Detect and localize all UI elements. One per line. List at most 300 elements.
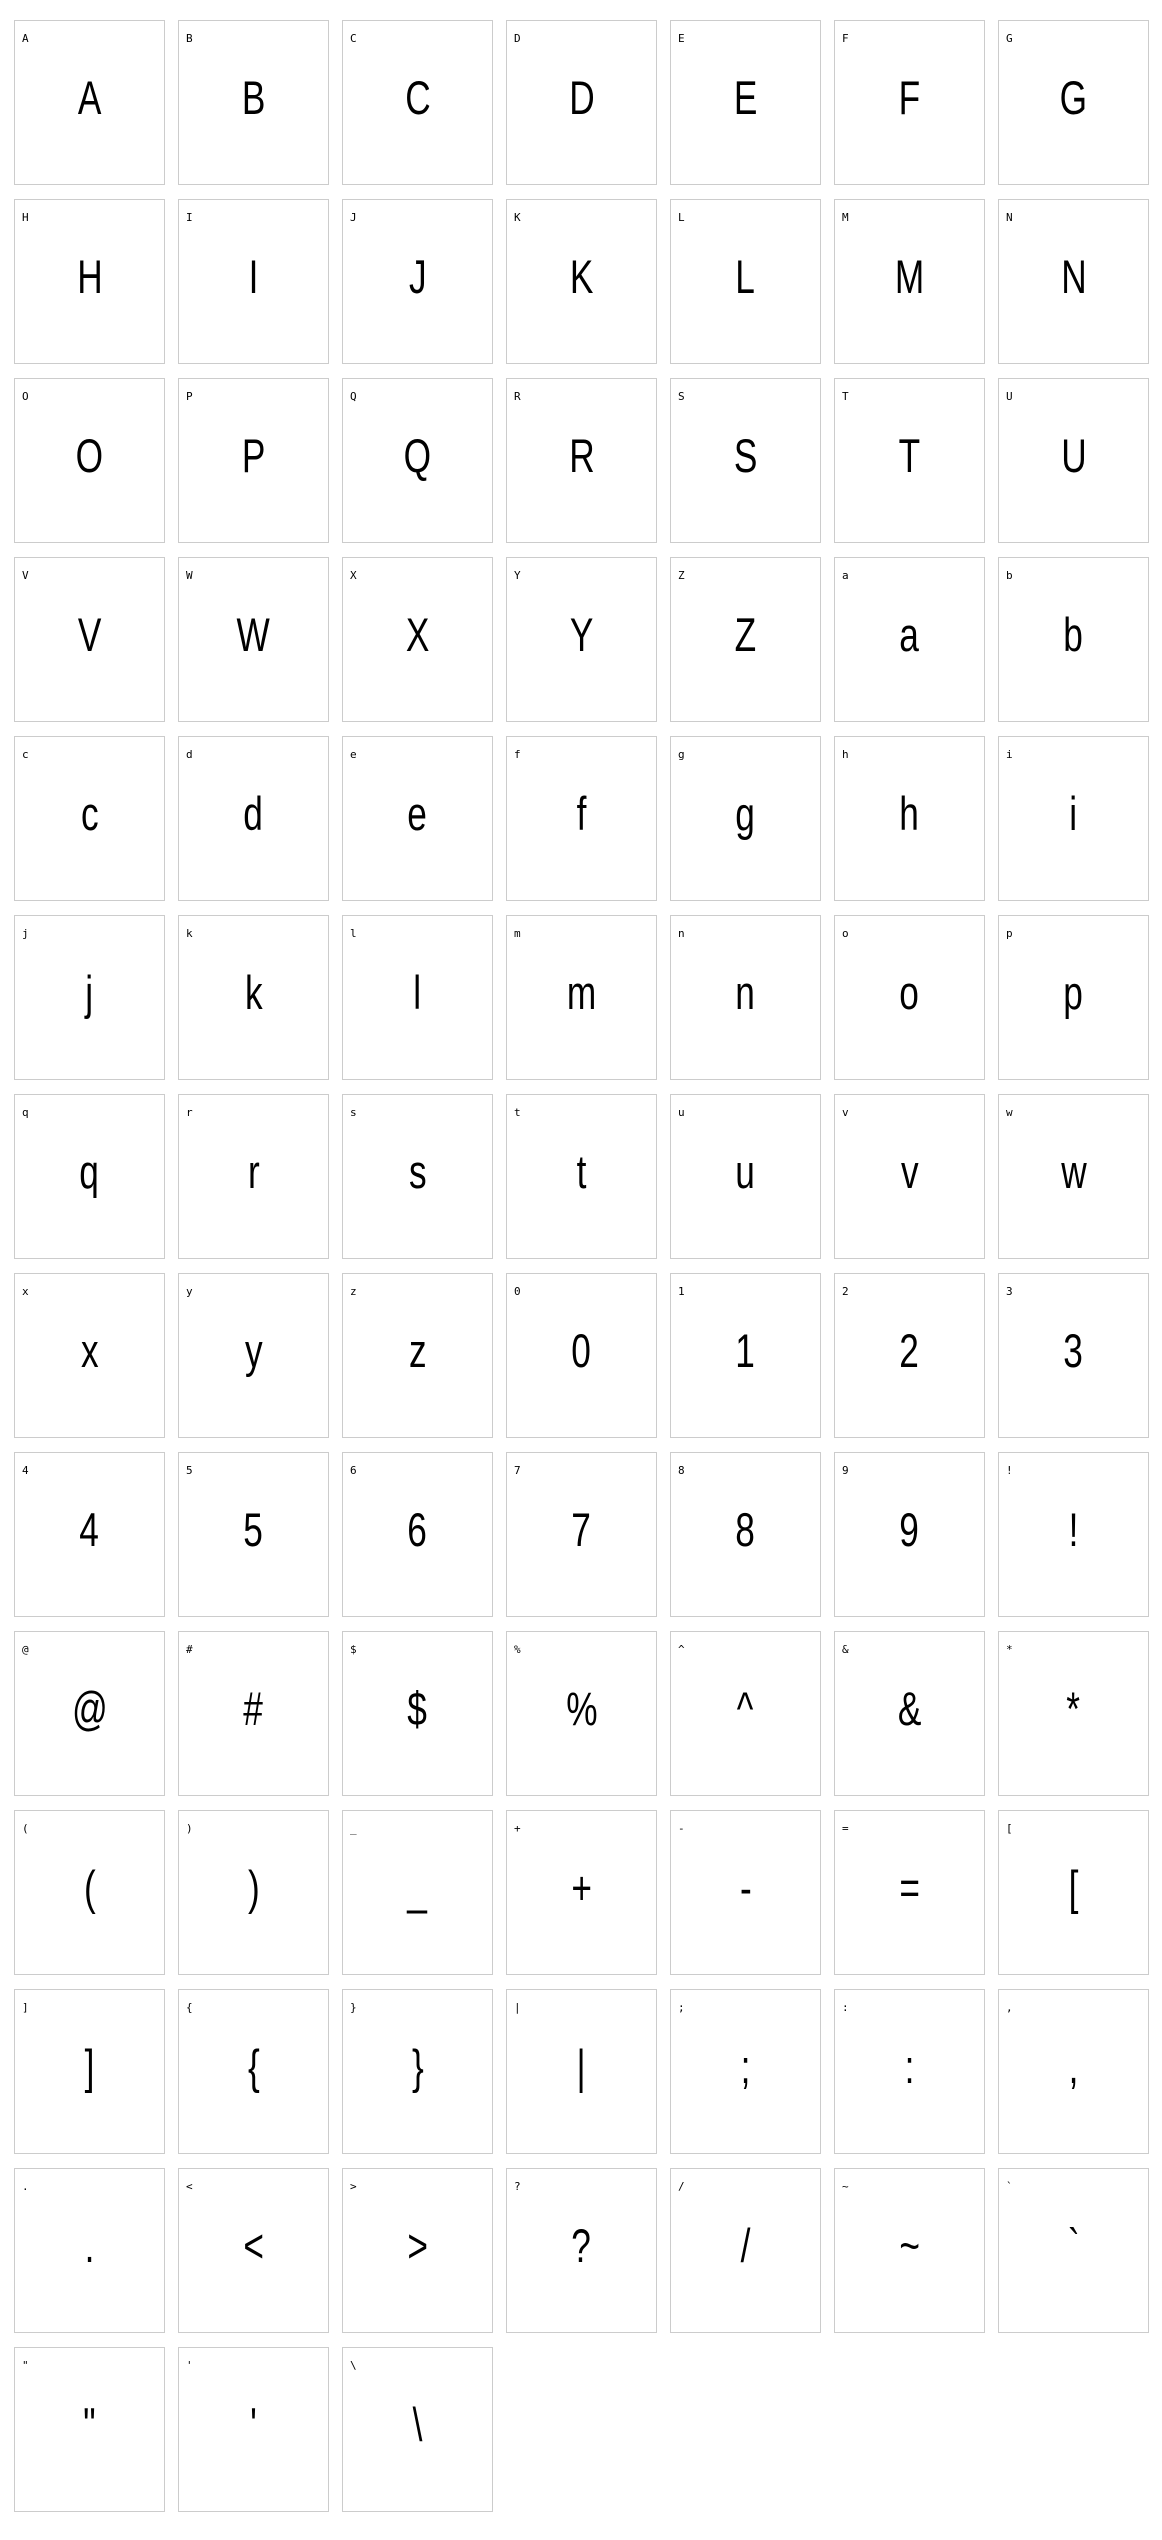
glyph-cell (998, 557, 1149, 722)
glyph-large: . (84, 2219, 95, 2272)
glyph-large: 7 (571, 1503, 592, 1556)
glyph-preview-box (999, 379, 1148, 482)
glyph-large: h (899, 787, 920, 840)
glyph-preview-box (343, 558, 492, 661)
glyph-large: 1 (735, 1324, 756, 1377)
glyph-label: q (22, 1106, 29, 1119)
glyph-large: V (77, 608, 102, 661)
glyph-preview-box (343, 2169, 492, 2272)
glyph-label: I (186, 211, 193, 224)
glyph-cell (14, 557, 165, 722)
glyph-cell (998, 915, 1149, 1080)
glyph-large: & (897, 1682, 922, 1735)
glyph-label: u (678, 1106, 685, 1119)
glyph-cell (834, 1989, 985, 2154)
glyph-large: f (576, 787, 587, 840)
glyph-large: : (904, 2040, 915, 2093)
glyph-large: O (75, 429, 104, 482)
glyph-large: A (77, 71, 102, 124)
glyph-cell (342, 2347, 493, 2512)
glyph-preview-box (999, 1095, 1148, 1198)
glyph-preview-box (343, 200, 492, 303)
glyph-preview-box (999, 1990, 1148, 2093)
glyph-large: b (1063, 608, 1084, 661)
glyph-large: X (405, 608, 430, 661)
glyph-label: | (514, 2001, 521, 2014)
glyph-cell (834, 2168, 985, 2333)
glyph-large: ' (250, 2398, 257, 2451)
glyph-large: ! (1068, 1503, 1079, 1556)
glyph-large: S (733, 429, 758, 482)
glyph-cell (342, 557, 493, 722)
glyph-large: ] (84, 2040, 95, 2093)
glyph-large: g (735, 787, 756, 840)
glyph-label: 4 (22, 1464, 29, 1477)
glyph-cell (506, 915, 657, 1080)
glyph-large: k (244, 966, 263, 1019)
glyph-large: l (413, 966, 422, 1019)
glyph-preview-box (15, 737, 164, 840)
glyph-label: j (22, 927, 29, 940)
glyph-label: g (678, 748, 685, 761)
glyph-cell (342, 1273, 493, 1438)
glyph-preview-box (835, 1095, 984, 1198)
glyph-cell (14, 378, 165, 543)
glyph-label: ( (22, 1822, 29, 1835)
glyph-label: 1 (678, 1285, 685, 1298)
glyph-label: 3 (1006, 1285, 1013, 1298)
glyph-label: - (678, 1822, 685, 1835)
glyph-preview-box (999, 1632, 1148, 1735)
glyph-cell (506, 199, 657, 364)
glyph-cell (998, 20, 1149, 185)
glyph-label: * (1006, 1643, 1013, 1656)
glyph-label: / (678, 2180, 685, 2193)
glyph-large: 8 (735, 1503, 756, 1556)
glyph-cell (670, 1452, 821, 1617)
glyph-label: M (842, 211, 849, 224)
glyph-large: ` (1067, 2219, 1080, 2272)
glyph-preview-box (15, 2169, 164, 2272)
glyph-large: N (1060, 250, 1087, 303)
glyph-label: @ (22, 1643, 29, 1656)
glyph-label: = (842, 1822, 849, 1835)
glyph-large: D (568, 71, 595, 124)
glyph-label: r (186, 1106, 193, 1119)
glyph-label: ` (1006, 2180, 1013, 2193)
glyph-label: ^ (678, 1643, 685, 1656)
glyph-cell (14, 1094, 165, 1259)
glyph-cell (670, 199, 821, 364)
glyph-preview-box (999, 558, 1148, 661)
glyph-label: K (514, 211, 521, 224)
glyph-label: : (842, 2001, 849, 2014)
glyph-cell (178, 199, 329, 364)
glyph-cell (998, 378, 1149, 543)
glyph-label: v (842, 1106, 849, 1119)
glyph-large: t (576, 1145, 587, 1198)
glyph-large: " (83, 2398, 96, 2451)
glyph-cell (178, 1631, 329, 1796)
glyph-large: Y (569, 608, 594, 661)
glyph-cell (506, 2168, 657, 2333)
glyph-cell (834, 199, 985, 364)
glyph-cell (178, 1810, 329, 1975)
glyph-preview-box (343, 1453, 492, 1556)
glyph-preview-box (343, 1811, 492, 1914)
glyph-large: Z (734, 608, 757, 661)
glyph-label: V (22, 569, 29, 582)
glyph-large: [ (1068, 1861, 1079, 1914)
glyph-label: D (514, 32, 521, 45)
glyph-label: < (186, 2180, 193, 2193)
glyph-cell (178, 557, 329, 722)
glyph-large: y (244, 1324, 263, 1377)
glyph-label: F (842, 32, 849, 45)
glyph-large: 9 (899, 1503, 920, 1556)
glyph-cell (670, 736, 821, 901)
glyph-preview-box (835, 558, 984, 661)
glyph-large: Q (403, 429, 432, 482)
glyph-cell (998, 1452, 1149, 1617)
glyph-label: p (1006, 927, 1013, 940)
glyph-cell (14, 1989, 165, 2154)
glyph-large: G (1059, 71, 1088, 124)
glyph-large: _ (407, 1861, 428, 1914)
glyph-label: " (22, 2359, 29, 2372)
glyph-large: c (80, 787, 99, 840)
glyph-cell (834, 1273, 985, 1438)
glyph-label: E (678, 32, 685, 45)
glyph-cell (506, 557, 657, 722)
glyph-large: R (568, 429, 595, 482)
glyph-preview-box (671, 1632, 820, 1735)
glyph-preview-box (343, 379, 492, 482)
glyph-preview-box (835, 200, 984, 303)
glyph-preview-box (671, 737, 820, 840)
glyph-large: 2 (899, 1324, 920, 1377)
glyph-large: W (236, 608, 271, 661)
glyph-preview-box (343, 1990, 492, 2093)
glyph-large: 0 (571, 1324, 592, 1377)
glyph-preview-box (179, 558, 328, 661)
glyph-cell (14, 1631, 165, 1796)
glyph-cell (178, 1989, 329, 2154)
glyph-label: x (22, 1285, 29, 1298)
glyph-large: { (247, 2040, 260, 2093)
glyph-label: ] (22, 2001, 29, 2014)
glyph-cell (834, 378, 985, 543)
glyph-label: % (514, 1643, 521, 1656)
glyph-large: $ (407, 1682, 428, 1735)
glyph-large: i (1069, 787, 1078, 840)
glyph-cell (342, 1989, 493, 2154)
glyph-preview-box (343, 1632, 492, 1735)
glyph-label: _ (350, 1822, 357, 1835)
glyph-label: e (350, 748, 357, 761)
glyph-large: z (408, 1324, 427, 1377)
glyph-cell (998, 2168, 1149, 2333)
glyph-label: A (22, 32, 29, 45)
glyph-cell (342, 199, 493, 364)
glyph-large: x (80, 1324, 99, 1377)
glyph-large: K (569, 250, 594, 303)
glyph-label: c (22, 748, 29, 761)
glyph-preview-box (179, 1453, 328, 1556)
glyph-preview-box (507, 1453, 656, 1556)
glyph-cell (506, 1452, 657, 1617)
glyph-label: Z (678, 569, 685, 582)
glyph-large: , (1068, 2040, 1079, 2093)
glyph-large: w (1060, 1145, 1087, 1198)
glyph-label: ? (514, 2180, 521, 2193)
glyph-cell (342, 378, 493, 543)
glyph-cell (506, 736, 657, 901)
glyph-cell (14, 1810, 165, 1975)
glyph-large: j (85, 966, 94, 1019)
glyph-large: # (243, 1682, 264, 1735)
glyph-large: = (899, 1861, 920, 1914)
glyph-large: 5 (243, 1503, 264, 1556)
glyph-large: F (898, 71, 921, 124)
glyph-preview-box (835, 1990, 984, 2093)
glyph-large: - (739, 1861, 752, 1914)
glyph-large: e (407, 787, 428, 840)
glyph-label: h (842, 748, 849, 761)
glyph-cell (506, 1094, 657, 1259)
glyph-preview-box (179, 21, 328, 124)
glyph-label: > (350, 2180, 357, 2193)
glyph-large: ^ (737, 1682, 754, 1735)
glyph-preview-box (15, 1453, 164, 1556)
glyph-cell (178, 1452, 329, 1617)
glyph-large: @ (71, 1682, 108, 1735)
glyph-cell (178, 378, 329, 543)
glyph-preview-box (835, 916, 984, 1019)
glyph-large: 3 (1063, 1324, 1084, 1377)
glyph-label: b (1006, 569, 1013, 582)
glyph-cell (670, 1094, 821, 1259)
glyph-preview-box (15, 200, 164, 303)
glyph-preview-box (671, 558, 820, 661)
glyph-preview-box (507, 1095, 656, 1198)
glyph-cell (14, 20, 165, 185)
glyph-label: d (186, 748, 193, 761)
glyph-preview-box (671, 1453, 820, 1556)
glyph-preview-box (507, 2169, 656, 2272)
glyph-large: / (740, 2219, 751, 2272)
glyph-preview-box (671, 916, 820, 1019)
glyph-preview-box (671, 1095, 820, 1198)
glyph-label: O (22, 390, 29, 403)
glyph-label: $ (350, 1643, 357, 1656)
glyph-large: 4 (79, 1503, 100, 1556)
glyph-preview-box (507, 1274, 656, 1377)
glyph-cell (342, 1452, 493, 1617)
glyph-label: [ (1006, 1822, 1013, 1835)
glyph-large: p (1063, 966, 1084, 1019)
glyph-label: Q (350, 390, 357, 403)
glyph-label: a (842, 569, 849, 582)
glyph-label: f (514, 748, 521, 761)
glyph-preview-box (15, 21, 164, 124)
glyph-large: U (1060, 429, 1087, 482)
glyph-label: Y (514, 569, 521, 582)
glyph-preview-box (507, 1632, 656, 1735)
glyph-label: 6 (350, 1464, 357, 1477)
glyph-label: n (678, 927, 685, 940)
glyph-preview-box (179, 916, 328, 1019)
glyph-preview-box (507, 200, 656, 303)
glyph-preview-box (835, 1274, 984, 1377)
glyph-cell (342, 1810, 493, 1975)
glyph-large: P (241, 429, 266, 482)
glyph-cell (342, 2168, 493, 2333)
glyph-large: L (735, 250, 756, 303)
glyph-label: w (1006, 1106, 1013, 1119)
glyph-label: & (842, 1643, 849, 1656)
glyph-cell (834, 1094, 985, 1259)
glyph-cell (998, 1094, 1149, 1259)
glyph-large: M (894, 250, 925, 303)
glyph-cell (178, 915, 329, 1080)
glyph-cell (342, 736, 493, 901)
glyph-cell (670, 557, 821, 722)
glyph-cell (834, 915, 985, 1080)
glyph-large: * (1066, 1682, 1081, 1735)
glyph-cell (834, 736, 985, 901)
glyph-preview-box (835, 1811, 984, 1914)
glyph-cell (670, 20, 821, 185)
glyph-preview-box (15, 1811, 164, 1914)
glyph-cell (998, 1810, 1149, 1975)
glyph-cell (998, 1989, 1149, 2154)
glyph-cell (506, 1273, 657, 1438)
glyph-large: ; (740, 2040, 751, 2093)
glyph-preview-box (179, 1990, 328, 2093)
glyph-preview-box (179, 1632, 328, 1735)
glyph-label: . (22, 2180, 29, 2193)
glyph-label: R (514, 390, 521, 403)
glyph-preview-box (507, 1990, 656, 2093)
glyph-preview-box (343, 1095, 492, 1198)
glyph-preview-box (15, 1274, 164, 1377)
glyph-preview-box (835, 2169, 984, 2272)
glyph-large: ( (83, 1861, 96, 1914)
glyph-preview-box (179, 737, 328, 840)
glyph-label: 8 (678, 1464, 685, 1477)
glyph-preview-box (15, 1990, 164, 2093)
glyph-label: S (678, 390, 685, 403)
glyph-large: } (411, 2040, 424, 2093)
glyph-preview-box (15, 558, 164, 661)
glyph-preview-box (999, 200, 1148, 303)
glyph-preview-box (671, 379, 820, 482)
glyph-preview-box (179, 200, 328, 303)
glyph-label: 0 (514, 1285, 521, 1298)
glyph-label: U (1006, 390, 1013, 403)
glyph-label: 7 (514, 1464, 521, 1477)
glyph-label: y (186, 1285, 193, 1298)
glyph-label: , (1006, 2001, 1013, 2014)
glyph-label: { (186, 2001, 193, 2014)
glyph-cell (178, 2168, 329, 2333)
glyph-cell (506, 1810, 657, 1975)
glyph-label: ' (186, 2359, 193, 2372)
glyph-label: + (514, 1822, 521, 1835)
glyph-label: G (1006, 32, 1013, 45)
glyph-label: ; (678, 2001, 685, 2014)
glyph-label: ~ (842, 2180, 849, 2193)
glyph-cell (998, 736, 1149, 901)
glyph-label: J (350, 211, 357, 224)
glyph-preview-box (671, 1990, 820, 2093)
glyph-cell (670, 378, 821, 543)
glyph-cell (14, 2347, 165, 2512)
glyph-label: X (350, 569, 357, 582)
glyph-cell (998, 199, 1149, 364)
glyph-preview-box (179, 1274, 328, 1377)
glyph-large: v (900, 1145, 919, 1198)
glyph-large: ? (571, 2219, 592, 2272)
glyph-label: 9 (842, 1464, 849, 1477)
glyph-label: i (1006, 748, 1013, 761)
glyph-cell (506, 378, 657, 543)
glyph-preview-box (507, 1811, 656, 1914)
glyph-cell (506, 1631, 657, 1796)
glyph-cell (178, 1273, 329, 1438)
glyph-large: a (899, 608, 920, 661)
glyph-label: s (350, 1106, 357, 1119)
glyph-preview-box (671, 21, 820, 124)
glyph-large: H (76, 250, 103, 303)
glyph-preview-box (179, 2348, 328, 2451)
glyph-preview-box (179, 1811, 328, 1914)
glyph-preview-box (671, 200, 820, 303)
glyph-cell (670, 1631, 821, 1796)
glyph-cell (998, 1631, 1149, 1796)
glyph-label: z (350, 1285, 357, 1298)
glyph-label: H (22, 211, 29, 224)
glyph-preview-box (343, 21, 492, 124)
glyph-cell (834, 1631, 985, 1796)
glyph-label: } (350, 2001, 357, 2014)
glyph-large: ~ (899, 2219, 920, 2272)
glyph-cell (670, 915, 821, 1080)
glyph-cell (14, 1452, 165, 1617)
glyph-cell (342, 20, 493, 185)
glyph-preview-box (15, 1632, 164, 1735)
glyph-preview-box (835, 1453, 984, 1556)
glyph-label: L (678, 211, 685, 224)
glyph-label: \ (350, 2359, 357, 2372)
glyph-large: d (243, 787, 264, 840)
glyph-preview-box (507, 737, 656, 840)
glyph-preview-box (999, 1453, 1148, 1556)
glyph-large: 6 (407, 1503, 428, 1556)
glyph-label: # (186, 1643, 193, 1656)
glyph-preview-box (999, 2169, 1148, 2272)
glyph-label: W (186, 569, 193, 582)
glyph-preview-box (15, 2348, 164, 2451)
glyph-label: o (842, 927, 849, 940)
glyph-cell (14, 2168, 165, 2333)
glyph-preview-box (671, 1811, 820, 1914)
glyph-large: + (571, 1861, 592, 1914)
glyph-large: T (898, 429, 921, 482)
glyph-preview-box (999, 21, 1148, 124)
glyph-large: < (243, 2219, 264, 2272)
